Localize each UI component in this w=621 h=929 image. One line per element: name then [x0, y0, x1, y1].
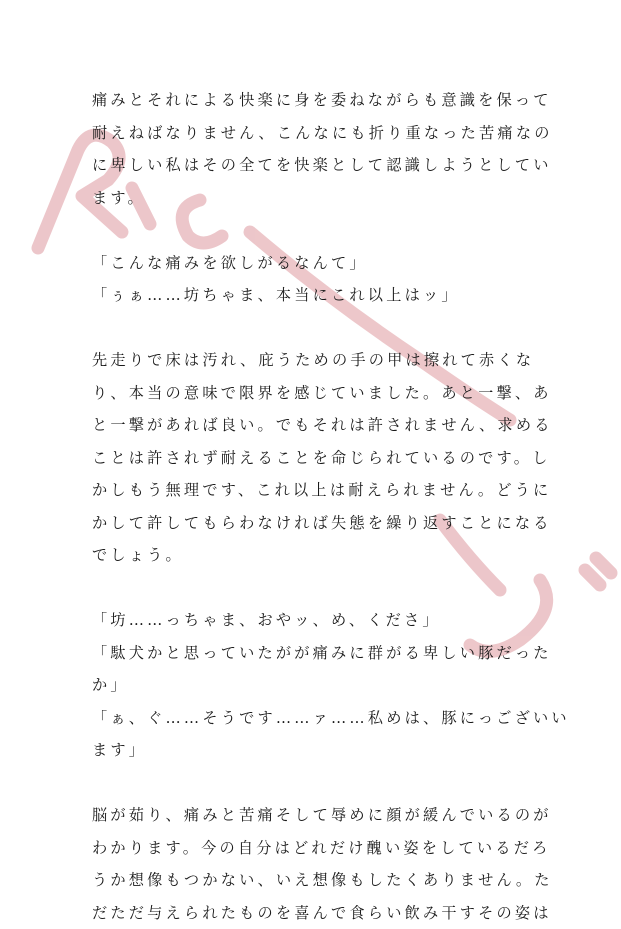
text-line: だただ与えられたものを喜んで食らい飲み干すその姿は [92, 897, 542, 929]
text-line: ことは許されず耐えることを命じられているのです。し [92, 442, 542, 475]
body-text [92, 84, 542, 929]
text-line: 「こんな痛みを欲しがるなんて」 [92, 247, 542, 280]
text-line: と一撃があれば良い。でもそれは許されません、求める [92, 409, 542, 442]
text-line: 「ぅぁ……坊ちゃま、本当にこれ以上はッ」 [92, 279, 542, 312]
text-line: り、本当の意味で限界を感じていました。あと一撃、あ [92, 377, 542, 410]
watermark-dakuten-2 [596, 558, 611, 573]
text-line: 痛みとそれによる快楽に身を委ねながらも意識を保って [92, 84, 542, 117]
text-line: 「駄犬かと思っていたがが痛みに群がる卑しい豚だった [92, 637, 542, 670]
text-line: 耐えねばなりません、こんなにも折り重なった苦痛なの [92, 117, 542, 150]
text-line: でしょう。 [92, 539, 542, 572]
text-line: か」 [92, 669, 542, 702]
text-line: 「ぁ、ぐ……そうです……ァ……私めは、豚にっございい [92, 702, 542, 735]
paragraph-gap [92, 572, 542, 605]
watermark-dakuten-1 [585, 570, 600, 585]
paragraph [92, 344, 542, 572]
text-line: かして許してもらわなければ失態を繰り返すことになる [92, 507, 542, 540]
paragraph [92, 84, 542, 214]
text-line: わかります。今の自分はどれだけ醜い姿をしているだろ [92, 832, 542, 865]
paragraph [92, 799, 542, 929]
paragraph-gap [92, 214, 542, 247]
paragraph [92, 604, 542, 767]
text-line: 「坊……っちゃま、おやッ、め、くださ」 [92, 604, 542, 637]
paragraph [92, 247, 542, 312]
text-line: かしもう無理です、これ以上は耐えられません。どうに [92, 474, 542, 507]
text-line: ます。 [92, 182, 542, 215]
text-line: 先走りで床は汚れ、庇うための手の甲は擦れて赤くな [92, 344, 542, 377]
text-line: 脳が茹り、痛みと苦痛そして辱めに顔が緩んでいるのが [92, 799, 542, 832]
text-line: ます」 [92, 734, 542, 767]
text-line: に卑しい私はその全てを快楽として認識しようとしてい [92, 149, 542, 182]
paragraph-gap [92, 312, 542, 345]
text-line: うか想像もつかない、いえ想像もしたくありません。た [92, 864, 542, 897]
paragraph-gap [92, 767, 542, 800]
